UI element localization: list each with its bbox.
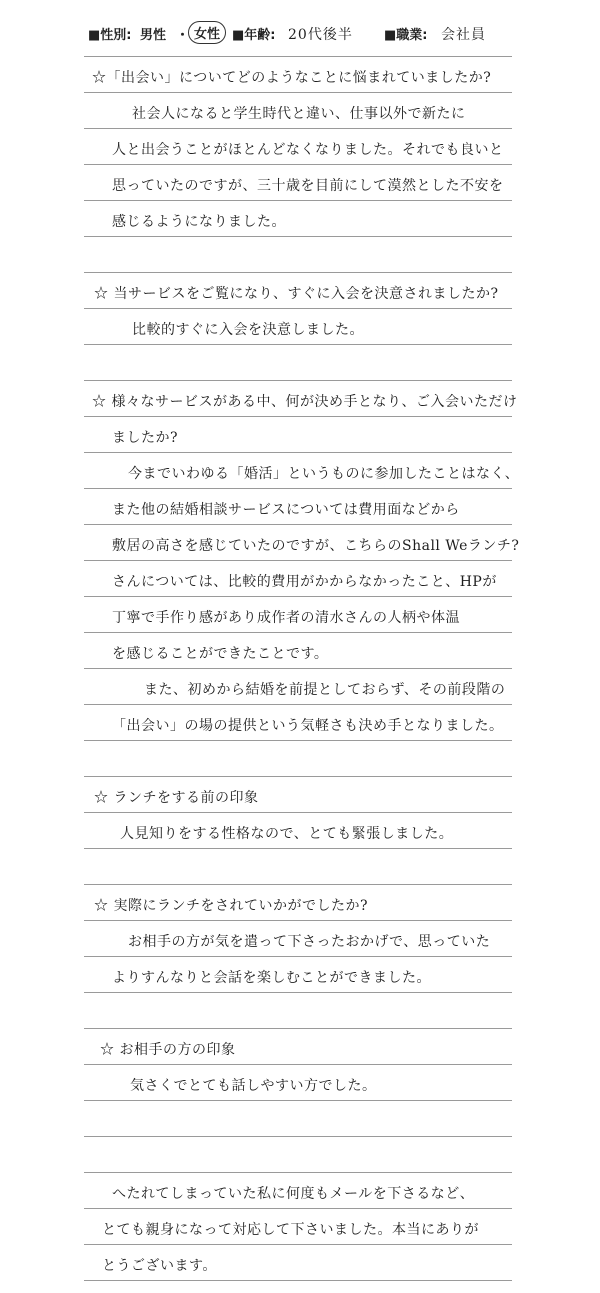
ruled-line: [84, 632, 512, 633]
ruled-line: [84, 740, 512, 741]
answer-line: 感じるようになりました。: [112, 214, 286, 230]
ruled-line: [84, 1280, 512, 1281]
ruled-line: [84, 812, 512, 813]
ruled-line: [84, 1208, 512, 1209]
ruled-line: [84, 1028, 512, 1029]
answer-line: 気さくでとても話しやすい方でした。: [130, 1078, 377, 1094]
ruled-line: [84, 488, 512, 489]
profile-header: [88, 20, 592, 46]
answer-line: を感じることができたことです。: [112, 646, 329, 662]
answer-line: 今までいわゆる「婚活」というものに参加したことはなく、: [128, 466, 520, 482]
answer-line: 「出会い」の場の提供という気軽さも決め手となりました。: [112, 718, 504, 734]
answer-line: 人と出会うことがほとんどなくなりました。それでも良いと: [112, 142, 504, 158]
ruled-line: [84, 56, 512, 57]
ruled-line: [84, 560, 512, 561]
question-deciding-factor: ☆ 様々なサービスがある中、何が決め手となり、ご入会いただけ: [92, 394, 518, 410]
ruled-line: [84, 416, 512, 417]
ruled-line: [84, 596, 512, 597]
question-decision-speed: ☆ 当サービスをご覧になり、すぐに入会を決意されましたか?: [94, 286, 499, 302]
ruled-line: [84, 200, 512, 201]
ruled-line: [84, 920, 512, 921]
ruled-line: [84, 380, 512, 381]
closing-line: とうございます。: [102, 1258, 217, 1274]
ruled-line: [84, 776, 512, 777]
ruled-line: [84, 1244, 512, 1245]
age-label: ■年齢:: [232, 28, 276, 43]
gender-label: ■性別:: [88, 28, 132, 43]
ruled-line: [84, 956, 512, 957]
ruled-line: [84, 992, 512, 993]
ruled-line: [84, 164, 512, 165]
job-value: 会社員: [441, 27, 486, 43]
question-partner-impression: ☆ お相手の方の印象: [100, 1042, 236, 1058]
closing-line: へたれてしまっていた私に何度もメールを下さるなど、: [112, 1186, 475, 1202]
ruled-line: [84, 884, 512, 885]
answer-line: 比較的すぐに入会を決意しました。: [132, 322, 364, 338]
answer-line: お相手の方が気を遣って下さったおかげで、思っていた: [128, 934, 491, 950]
ruled-line: [84, 308, 512, 309]
answer-line: よりすんなりと会話を楽しむことができました。: [112, 970, 431, 986]
ruled-line: [84, 452, 512, 453]
age-value: 20代後半: [288, 27, 353, 43]
answer-line: また他の結婚相談サービスについては費用面などから: [112, 502, 460, 518]
question-impression-before: ☆ ランチをする前の印象: [94, 790, 259, 806]
gender-separator: ・: [176, 28, 190, 43]
closing-line: とても親身になって対応して下さいました。本当にありが: [102, 1222, 479, 1238]
job-label: ■職業:: [384, 28, 428, 43]
ruled-line: [84, 1172, 512, 1173]
ruled-line: [84, 848, 512, 849]
ruled-line: [84, 236, 512, 237]
ruled-line: [84, 128, 512, 129]
ruled-line: [84, 1064, 512, 1065]
ruled-line: [84, 524, 512, 525]
ruled-line: [84, 344, 512, 345]
ruled-line: [84, 668, 512, 669]
gender-male: 男性: [140, 28, 167, 43]
answer-line: 人見知りをする性格なので、とても緊張しました。: [120, 826, 454, 842]
ruled-line: [84, 1100, 512, 1101]
ruled-line: [84, 272, 512, 273]
answer-line: 丁寧で手作り感があり成作者の清水さんの人柄や体温: [112, 610, 460, 626]
answer-line: 社会人になると学生時代と違い、仕事以外で新たに: [132, 106, 466, 122]
answer-line: 思っていたのですが、三十歳を目前にして漠然とした不安を: [112, 178, 504, 194]
question-line: ましたか?: [112, 430, 179, 446]
ruled-line: [84, 1136, 512, 1137]
answer-line: 敷居の高さを感じていたのですが、こちらのShall Weランチ?: [112, 538, 520, 554]
question-actual-lunch: ☆ 実際にランチをされていかがでしたか?: [94, 898, 368, 914]
ruled-line: [84, 704, 512, 705]
answer-line: また、初めから結婚を前提としておらず、その前段階の: [144, 682, 506, 698]
question-meeting-worries: ☆「出会い」についてどのようなことに悩まれていましたか?: [92, 70, 492, 86]
gender-female-circled: 女性: [188, 21, 226, 44]
ruled-line: [84, 92, 512, 93]
answer-line: さんについては、比較的費用がかからなかったこと、HPが: [112, 574, 497, 590]
